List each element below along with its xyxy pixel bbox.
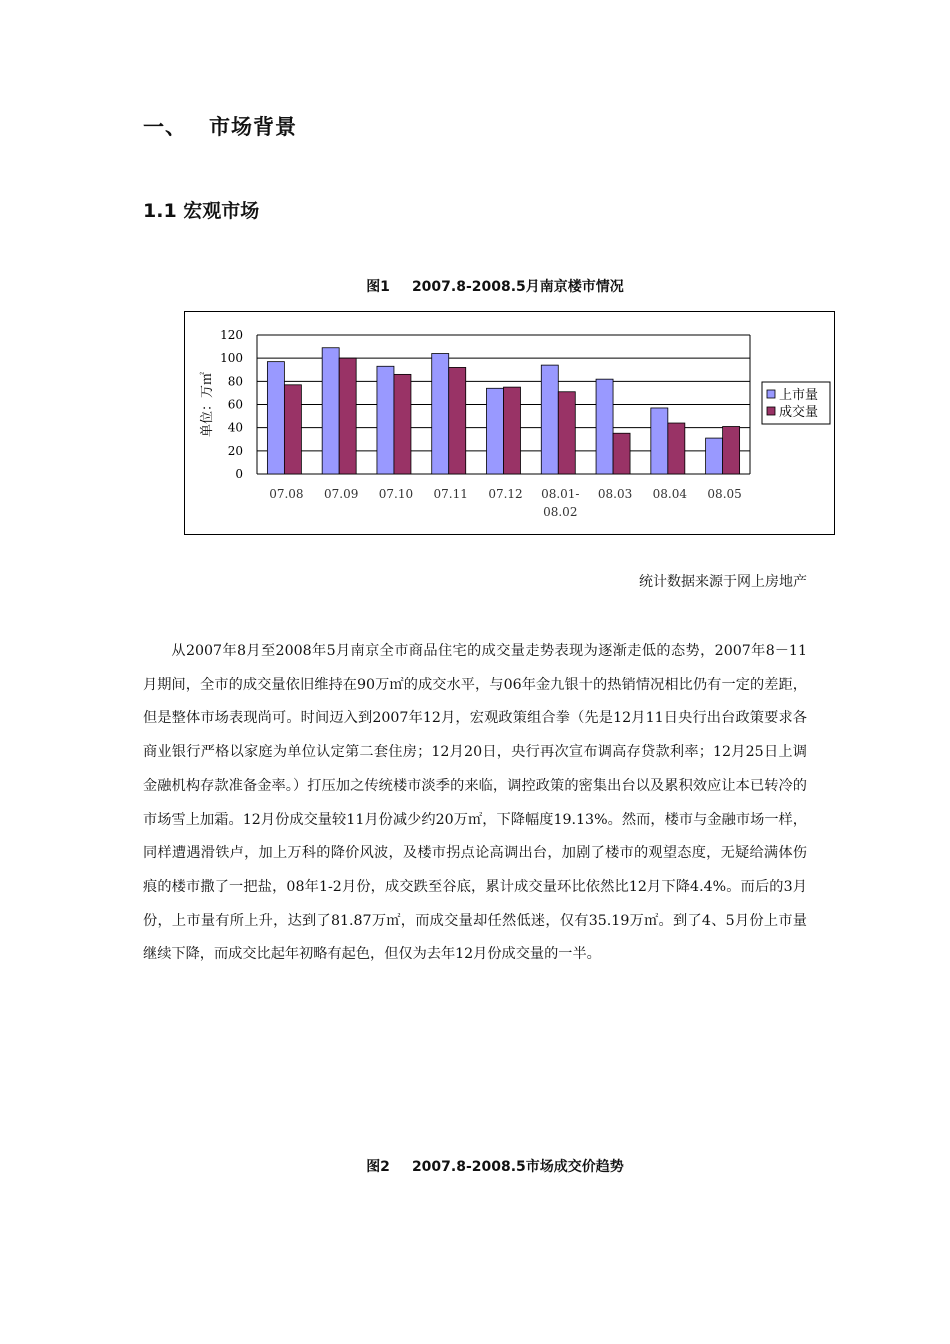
x-tick-label: 07.12 xyxy=(488,487,523,501)
bar-transaction xyxy=(394,374,411,474)
legend-swatch xyxy=(767,390,775,398)
bar-transaction xyxy=(723,427,740,474)
x-tick-label: 08.03 xyxy=(597,487,633,501)
x-tick-label: 08.01- xyxy=(541,487,580,501)
x-tick-label: 08.05 xyxy=(707,487,742,501)
x-tick-label: 08.04 xyxy=(652,487,688,501)
figure2-caption-number: 图2 xyxy=(366,1159,390,1175)
bar-listing xyxy=(487,388,504,474)
bar-transaction xyxy=(668,423,685,474)
bar-transaction xyxy=(558,392,575,474)
legend-label: 成交量 xyxy=(779,405,819,420)
bar-chart-svg xyxy=(185,312,834,534)
data-source-note: 统计数据来源于网上房地产 xyxy=(639,574,807,590)
y-tick-label: 40 xyxy=(227,420,243,435)
bar-chart xyxy=(184,311,835,535)
bar-listing xyxy=(377,366,394,474)
bar-listing xyxy=(432,354,449,474)
section-heading xyxy=(143,111,297,141)
figure2-caption xyxy=(0,1156,950,1176)
y-tick-label: 20 xyxy=(227,443,243,458)
x-tick-label: 07.11 xyxy=(433,487,468,501)
y-tick-label: 0 xyxy=(235,467,243,481)
bar-listing xyxy=(267,362,284,474)
figure1-caption xyxy=(0,276,950,296)
figure1-caption-number: 图1 xyxy=(366,279,390,295)
bar-transaction xyxy=(339,358,356,474)
bar-listing xyxy=(322,348,339,474)
section-heading-title: 市场背景 xyxy=(209,115,297,139)
y-tick-label: 80 xyxy=(227,374,243,389)
bar-transaction xyxy=(449,367,466,474)
figure1-caption-title: 2007.8-2008.5月南京楼市情况 xyxy=(411,279,624,295)
y-tick-label: 60 xyxy=(227,397,243,412)
subsection-heading: 1.1 宏观市场 xyxy=(143,200,260,222)
x-tick-label: 07.08 xyxy=(269,487,304,501)
x-tick-label: 07.10 xyxy=(378,487,414,501)
y-tick-label: 120 xyxy=(220,328,243,342)
body-paragraph: 从2007年8月至2008年5月南京全市商品住宅的成交量走势表现为逐渐走低的态势，2007年8－11月期间，全市的成交量依旧维持在90万㎡的成交水平，与06年金九银十的热销情况相比仍有一定的差距，但是整体市场表现尚可。时间迈入到2007年12月，宏观政策组合拳（先是12月11日央行出台政策要求各商业银行严格以家庭为单位认定第二套住房；12月20日，央行再次宣布调高存贷款利率；12月25日上调金融机构存款准备金率。）打压加之传统楼市淡季的来临，调控政策的密集出台以及累积效应让本已转冷的市场雪上加霜。12月份成交量较11月份减少约20万㎡，下降幅度19.13%。然而，楼市与金融市场一样，同样遭遇滑铁卢，加上万科的降价风波，及楼市拐点论高调出台，加剧了楼市的观望态度，无疑给满体伤痕的楼市撒了一把盐，08年1-2月份，成交跌至谷底，累计成交量环比依然比12月下降4.4%。而后的3月份，上市量有所上升，达到了81.87万㎡，而成交量却任然低迷，仅有35.19万㎡。到了4、5月份上市量继续下降，而成交比起年初略有起色，但仅为去年12月份成交量的一半。 xyxy=(143,643,807,963)
bar-transaction xyxy=(613,433,630,474)
bar-listing xyxy=(596,379,613,474)
bar-listing xyxy=(706,438,723,474)
y-tick-label: 100 xyxy=(220,351,243,366)
legend-label: 上市量 xyxy=(779,388,819,403)
y-axis-label: 单位：万㎡ xyxy=(200,371,215,438)
bar-listing xyxy=(651,408,668,474)
bar-listing xyxy=(541,365,558,474)
x-tick-label: 07.09 xyxy=(323,487,359,501)
legend-swatch xyxy=(767,407,775,415)
x-tick-label: 08.02 xyxy=(543,505,578,519)
figure2-caption-title: 2007.8-2008.5市场成交价趋势 xyxy=(411,1159,624,1175)
bar-transaction xyxy=(504,387,521,474)
bar-transaction xyxy=(284,385,301,474)
section-heading-number: 一、 xyxy=(143,115,187,139)
